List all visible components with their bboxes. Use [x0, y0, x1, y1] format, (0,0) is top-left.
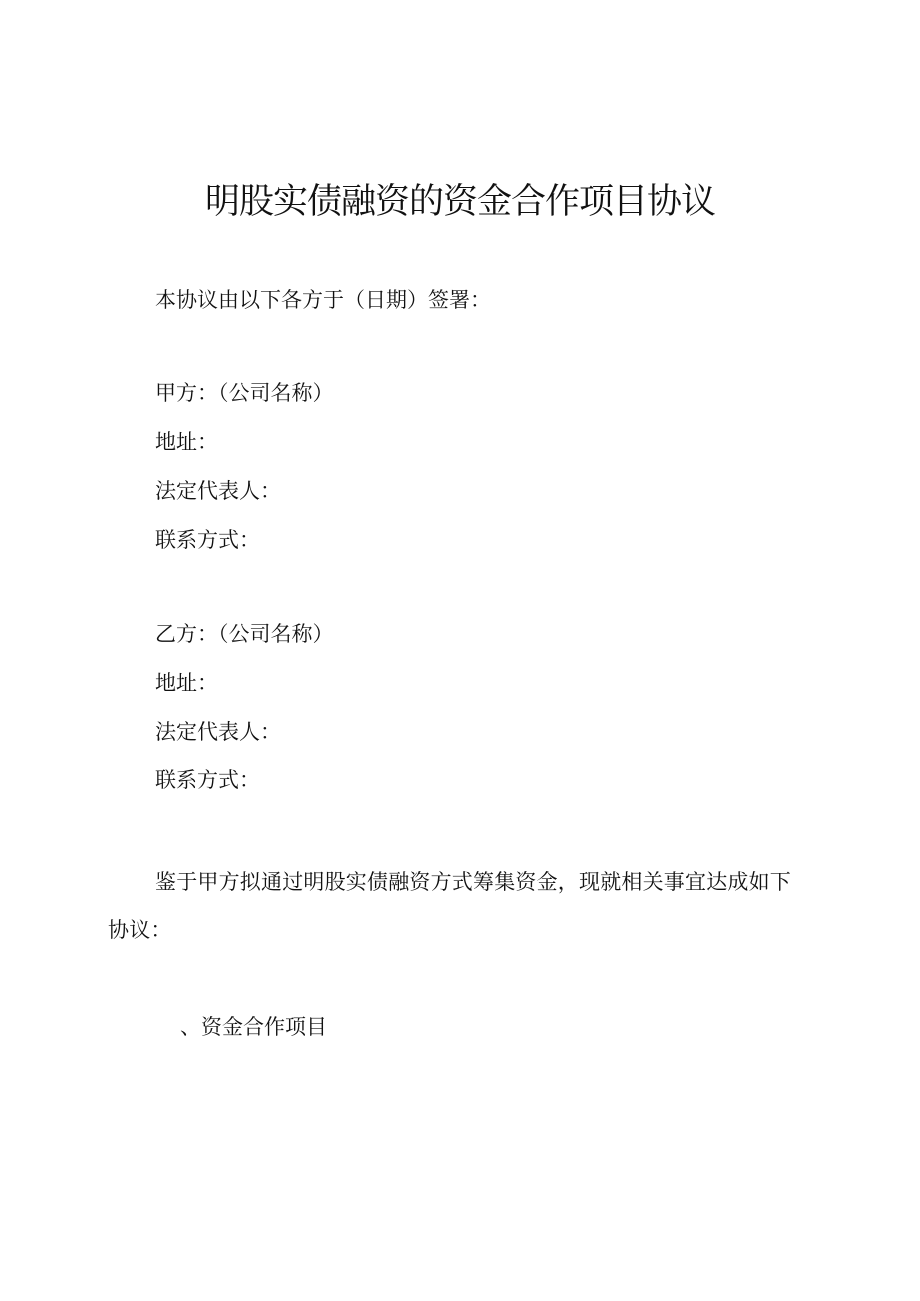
party-b-name: 乙方：（公司名称） — [155, 622, 334, 646]
party-b-contact-label: 联系方式： — [155, 768, 260, 792]
party-b-address-label: 地址： — [155, 671, 218, 695]
section-1-heading: 、资金合作项目 — [180, 1015, 327, 1039]
document-title: 明股实债融资的资金合作项目协议 — [204, 182, 715, 222]
intro-line: 本协议由以下各方于（日期）签署： — [155, 288, 491, 312]
recital-paragraph: 鉴于甲方拟通过明股实债融资方式筹集资金，现就相关事宜达成如下协议： — [108, 870, 791, 942]
party-a-address-label: 地址： — [155, 430, 218, 454]
party-a-legal-rep-label: 法定代表人： — [155, 479, 281, 503]
party-a-contact-label: 联系方式： — [155, 528, 260, 552]
party-a-name: 甲方：（公司名称） — [155, 381, 334, 405]
party-b-legal-rep-label: 法定代表人： — [155, 720, 281, 744]
